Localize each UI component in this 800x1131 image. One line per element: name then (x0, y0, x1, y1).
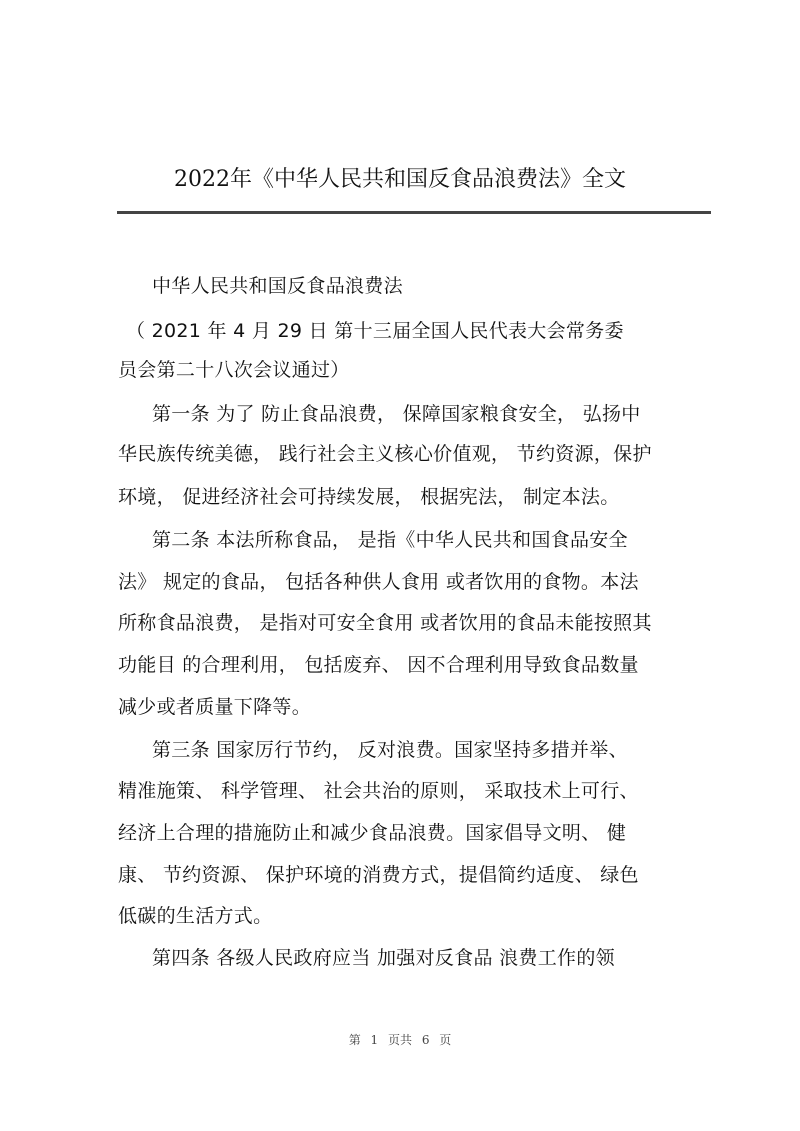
adoption-note-line: 员会第二十八次会议通过） (118, 359, 350, 381)
article-2-line: 第二条 本法所称食品， 是指《中华人民共和国食品安全 (152, 529, 628, 551)
article-1-line: 华民族传统美德， 践行社会主义核心价值观， 节约资源，保护 (118, 443, 652, 465)
article-2-line: 所称食品浪费， 是指对可安全食用 或者饮用的食品未能按照其 (118, 612, 652, 634)
article-3-line: 第三条 国家厉行节约， 反对浪费。国家坚持多措并举、 (152, 739, 628, 761)
page-number: 第 1 页共 6 页 (348, 1033, 452, 1047)
article-3-line: 经济上合理的措施防止和减少食品浪费。国家倡导文明、 健 (118, 822, 627, 844)
article-4-line: 第四条 各级人民政府应当 加强对反食品 浪费工作的领 (152, 947, 615, 969)
article-3-line: 精准施策、 科学管理、 社会共治的原则， 采取技术上可行、 (118, 780, 639, 802)
document-title: 2022年《中华人民共和国反食品浪费法》全文 (174, 167, 626, 192)
article-1-line: 环境， 促进经济社会可持续发展， 根据宪法， 制定本法。 (118, 486, 620, 508)
article-2-line: 法》 规定的食品， 包括各种供人食用 或者饮用的食物。本法 (118, 571, 639, 593)
article-2-line: 功能目 的合理利用， 包括废弃、 因不合理利用导致食品数量 (118, 654, 639, 676)
subtitle-line: 中华人民共和国反食品浪费法 (152, 275, 403, 297)
article-3-line: 康、 节约资源、 保护环境的消费方式，提倡简约适度、 绿色 (118, 864, 639, 886)
article-1-line: 第一条 为了 防止食品浪费， 保障国家粮食安全， 弘扬中 (152, 403, 641, 425)
adoption-note-line: （ 2021 年 4 月 29 日 第十三届全国人民代表大会常务委 (126, 320, 624, 342)
title-divider (117, 211, 711, 214)
article-2-line: 减少或者质量下降等。 (118, 696, 312, 718)
article-3-line: 低碳的生活方式。 (118, 905, 273, 927)
